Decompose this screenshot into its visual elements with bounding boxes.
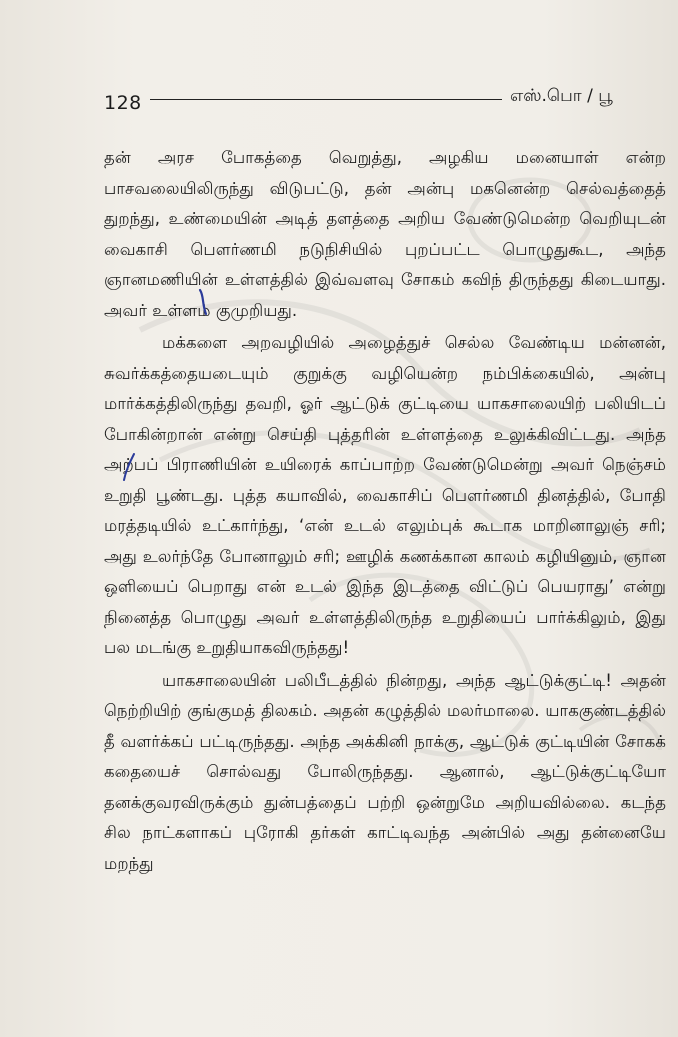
page-header: [100, 86, 670, 116]
page-number: 128: [104, 92, 142, 114]
paragraph-1: தன் அரச போகத்தை வெறுத்து, அழகிய மனையாள் என்ற பாசவலையிலிருந்து விடுபட்டு, தன் அன்பு மகனென்ற செல்வத்தைத் துறந்து, உண்மையின் அடித் தளத்தை அறிய வேண்டுமென்ற வெறியுடன் வைகாசி பௌர்ணமி நடுநிசியில் புறப்பட்ட பொழுதுகூட, அந்த ஞானமணியின் உள்ளத்தில் இவ்வளவு சோகம் கவிந் திருந்தது கிடையாது. அவர் உள்ளம் குமுறியது.: [104, 148, 666, 320]
paragraph-3: யாகசாலையின் பலிபீடத்தில் நின்றது, அந்த ஆட்டுக்குட்டி! அதன் நெற்றியிற் குங்குமத் திலகம். அதன் கழுத்தில் மலர்மாலை. யாககுண்டத்தில் தீ வளர்க்கப் பட்டிருந்தது. அந்த அக்கினி நாக்கு, ஆட்டுக் குட்டியின் சோகக் கதையைச் சொல்வது போலிருந்தது. ஆனால், ஆட்டுக்குட்டியோ தனக்குவரவிருக்கும் துன்பத்தைப் பற்றி ஒன்றுமே அறியவில்லை. கடந்த சில நாட்களாகப் புரோகி தர்கள் காட்டிவந்த அன்பில் அது தன்னையே மறந்து: [104, 670, 666, 873]
header-rule: [150, 99, 502, 100]
paragraph-2: மக்களை அறவழியில் அழைத்துச் செல்ல வேண்டிய மன்னன், சுவர்க்கத்தையடையும் குறுக்கு வழியென்ற நம்பிக்கையில், அன்பு மார்க்கத்திலிருந்து தவறி, ஓர் ஆட்டுக் குட்டியை யாகசாலையிற் பலியிடப் போகின்றான் என்று செய்தி புத்தரின் உள்ளத்தை உலுக்கிவிட்டது. அந்த அற்பப் பிராணியின் உயிரைக் காப்பாற்ற வேண்டுமென்று அவர் நெஞ்சம் உறுதி பூண்டது. புத்த கயாவில், வைகாசிப் பௌர்ணமி தினத்தில், போதி மரத்தடியில் உட்கார்ந்து, ‘என் உடல் எலும்புக் கூடாக மாறினாலுஞ் சரி; அது உலர்ந்தே போனாலும் சரி; ஊழிக் கணக்கான காலம் கழியினும், ஞான ஒளியைப் பெறாது என் உடல் இந்த இடத்தை விட்டுப் பெயராது’ என்று நினைத்த பொழுது அவர் உள்ளத்திலிருந்த உறுதியைப் பார்க்கிலும், இது பல மடங்கு உறுதியாகவிருந்தது!: [104, 333, 666, 657]
body-text: [104, 143, 666, 879]
running-head: எஸ்.பொ / பூ: [510, 86, 613, 106]
